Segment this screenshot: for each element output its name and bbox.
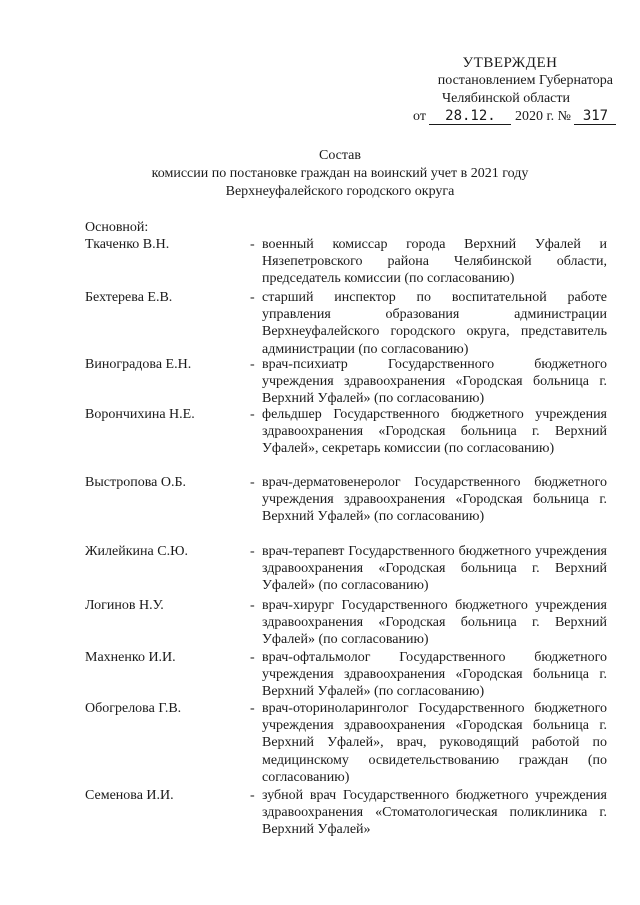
member-name: Логинов Н.У.	[85, 598, 164, 613]
member-dash: -	[250, 701, 255, 716]
member-role: старший инспектор по воспитательной работе управления образования администрации Верхнеуфалейского городского округа, представитель администрации (по согласованию)	[262, 290, 607, 357]
member-role: зубной врач Государственного бюджетного учреждения здравоохранения «Стоматологическая поликлиника г. Верхний Уфалей»	[262, 788, 607, 838]
approval-line-1: постановлением Губернатора	[437, 73, 613, 88]
member-dash: -	[250, 357, 255, 372]
heading-line-3: Верхнеуфалейского городского округа	[225, 184, 455, 199]
approval-line-2: Челябинской области	[442, 91, 570, 106]
member-name: Виноградова Е.Н.	[85, 357, 192, 372]
approval-date-line	[413, 108, 625, 126]
heading-line-1: Состав	[318, 148, 361, 163]
member-role: военный комиссар города Верхний Уфалей и Нязепетровского района Челябинской области, председатель комиссии (по согласованию)	[262, 237, 607, 287]
member-dash: -	[250, 598, 255, 613]
date-suffix: 2020 г. №	[514, 109, 571, 124]
member-dash: -	[250, 407, 255, 422]
member-dash: -	[250, 290, 255, 305]
member-role: врач-оториноларинголог Государственного бюджетного учреждения здравоохранения «Городская больница г. Верхний Уфалей», врач, руководящий работой по медицинскому освидетельствованию граждан (по согласованию)	[262, 701, 607, 785]
member-dash: -	[250, 475, 255, 490]
member-dash: -	[250, 788, 255, 803]
member-role: врач-офтальмолог Государственного бюджетного учреждения здравоохранения «Городская больница г. Верхний Уфалей» (по согласованию)	[262, 650, 607, 700]
section-label-main: Основной:	[85, 220, 149, 235]
document-heading	[100, 147, 580, 201]
member-name: Жилейкина С.Ю.	[85, 544, 188, 559]
member-name: Ворончихина Н.Е.	[85, 407, 195, 422]
member-name: Семенова И.И.	[85, 788, 174, 803]
member-name: Бехтерева Е.В.	[85, 290, 173, 305]
member-name: Обогрелова Г.В.	[85, 701, 182, 716]
approval-block	[395, 54, 625, 126]
member-role: врач-хирург Государственного бюджетного учреждения здравоохранения «Городская больница г. Верхний Уфалей» (по согласованию)	[262, 598, 607, 648]
date-prefix: от	[413, 109, 426, 124]
member-role: врач-дерматовенеролог Государственного бюджетного учреждения здравоохранения «Городская больница г. Верхний Уфалей» (по согласованию)	[262, 475, 607, 525]
approval-title: УТВЕРЖДЕН	[462, 55, 558, 71]
member-name: Выстропова О.Б.	[85, 475, 187, 490]
member-dash: -	[250, 544, 255, 559]
approval-number: 317	[574, 108, 616, 125]
approval-date: 28.12.	[429, 108, 511, 125]
member-dash: -	[250, 237, 255, 252]
member-role: врач-терапевт Государственного бюджетного учреждения здравоохранения «Городская больница г. Верхний Уфалей» (по согласованию)	[262, 544, 607, 594]
member-name: Ткаченко В.Н.	[85, 237, 170, 252]
member-dash: -	[250, 650, 255, 665]
member-name: Махненко И.И.	[85, 650, 176, 665]
member-role: фельдшер Государственного бюджетного учреждения здравоохранения «Городская больница г. Верхний Уфалей», секретарь комиссии (по согласованию)	[262, 407, 607, 457]
heading-line-2: комиссии по постановке граждан на воинский учет в 2021 году	[151, 166, 529, 181]
member-role: врач-психиатр Государственного бюджетного учреждения здравоохранения «Городская больница г. Верхний Уфалей» (по согласованию)	[262, 357, 607, 407]
